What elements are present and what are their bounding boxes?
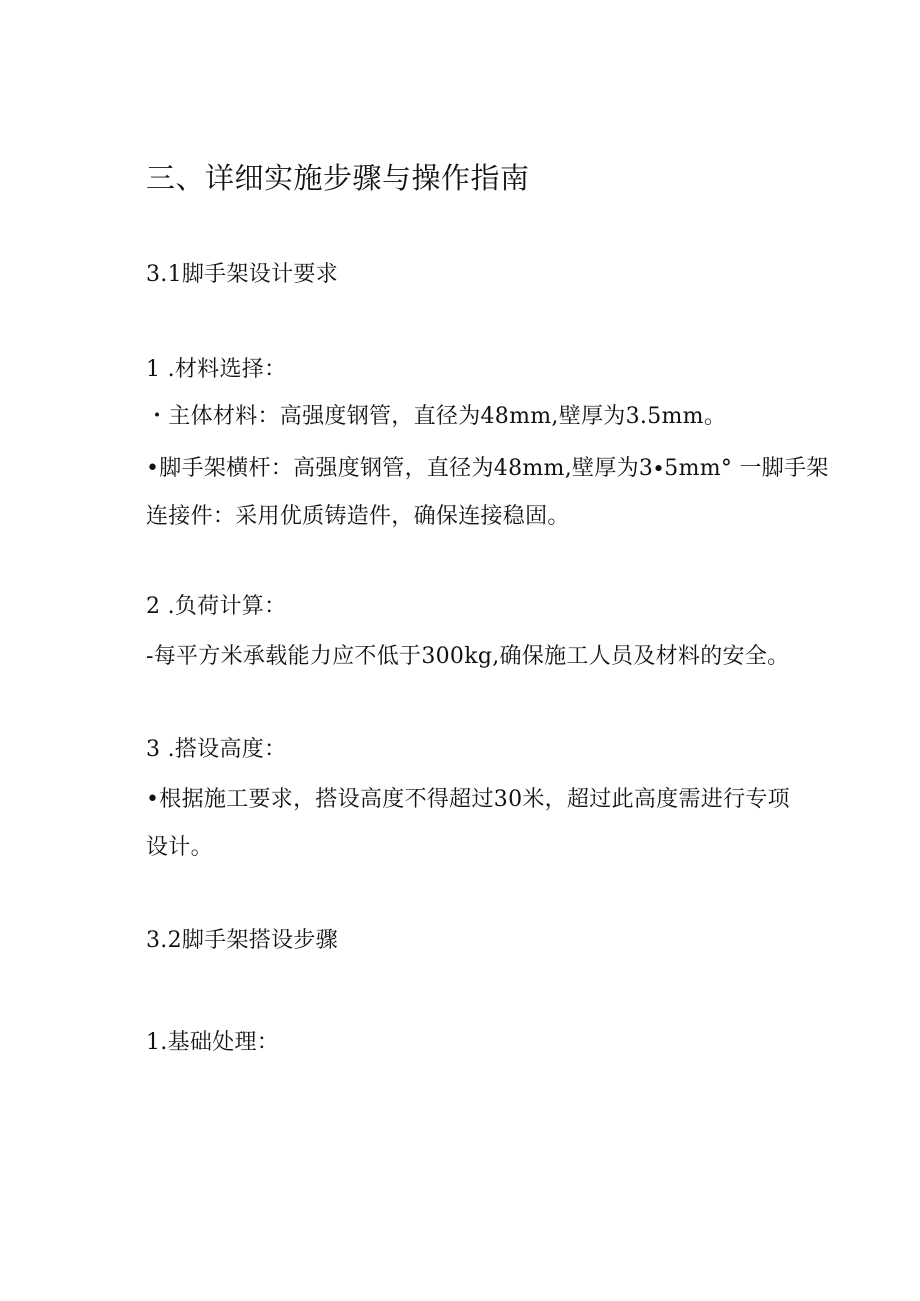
item-title-load: 2 .负荷计算： — [146, 594, 287, 619]
bullet-crossbar-line-1: •脚手架横杆：高强度钢管，直径为48mm,壁厚为3∙5mm° 一脚手架 — [146, 456, 829, 481]
bullet-main-material: ・主体材料：高强度钢管，直径为48mm,壁厚为3.5mm。 — [146, 404, 727, 429]
load-requirement-text: -每平方米承载能力应不低于300kg,确保施工人员及材料的安全。 — [146, 644, 790, 669]
bullet-crossbar-line-2: 连接件：采用优质铸造件，确保连接稳固。 — [146, 504, 570, 529]
height-requirement-line-1: •根据施工要求，搭设高度不得超过30米，超过此高度需进行专项 — [146, 787, 790, 812]
subsection-title-3-1: 3.1脚手架设计要求 — [146, 262, 338, 287]
step-title-foundation: 1.基础处理： — [146, 1030, 280, 1055]
item-title-materials: 1 .材料选择： — [146, 357, 287, 382]
subsection-title-3-2: 3.2脚手架搭设步骤 — [146, 928, 338, 953]
height-requirement-line-2: 设计。 — [146, 835, 213, 860]
section-heading: 三、详细实施步骤与操作指南 — [146, 161, 530, 195]
item-title-height: 3 .搭设高度： — [146, 737, 287, 762]
